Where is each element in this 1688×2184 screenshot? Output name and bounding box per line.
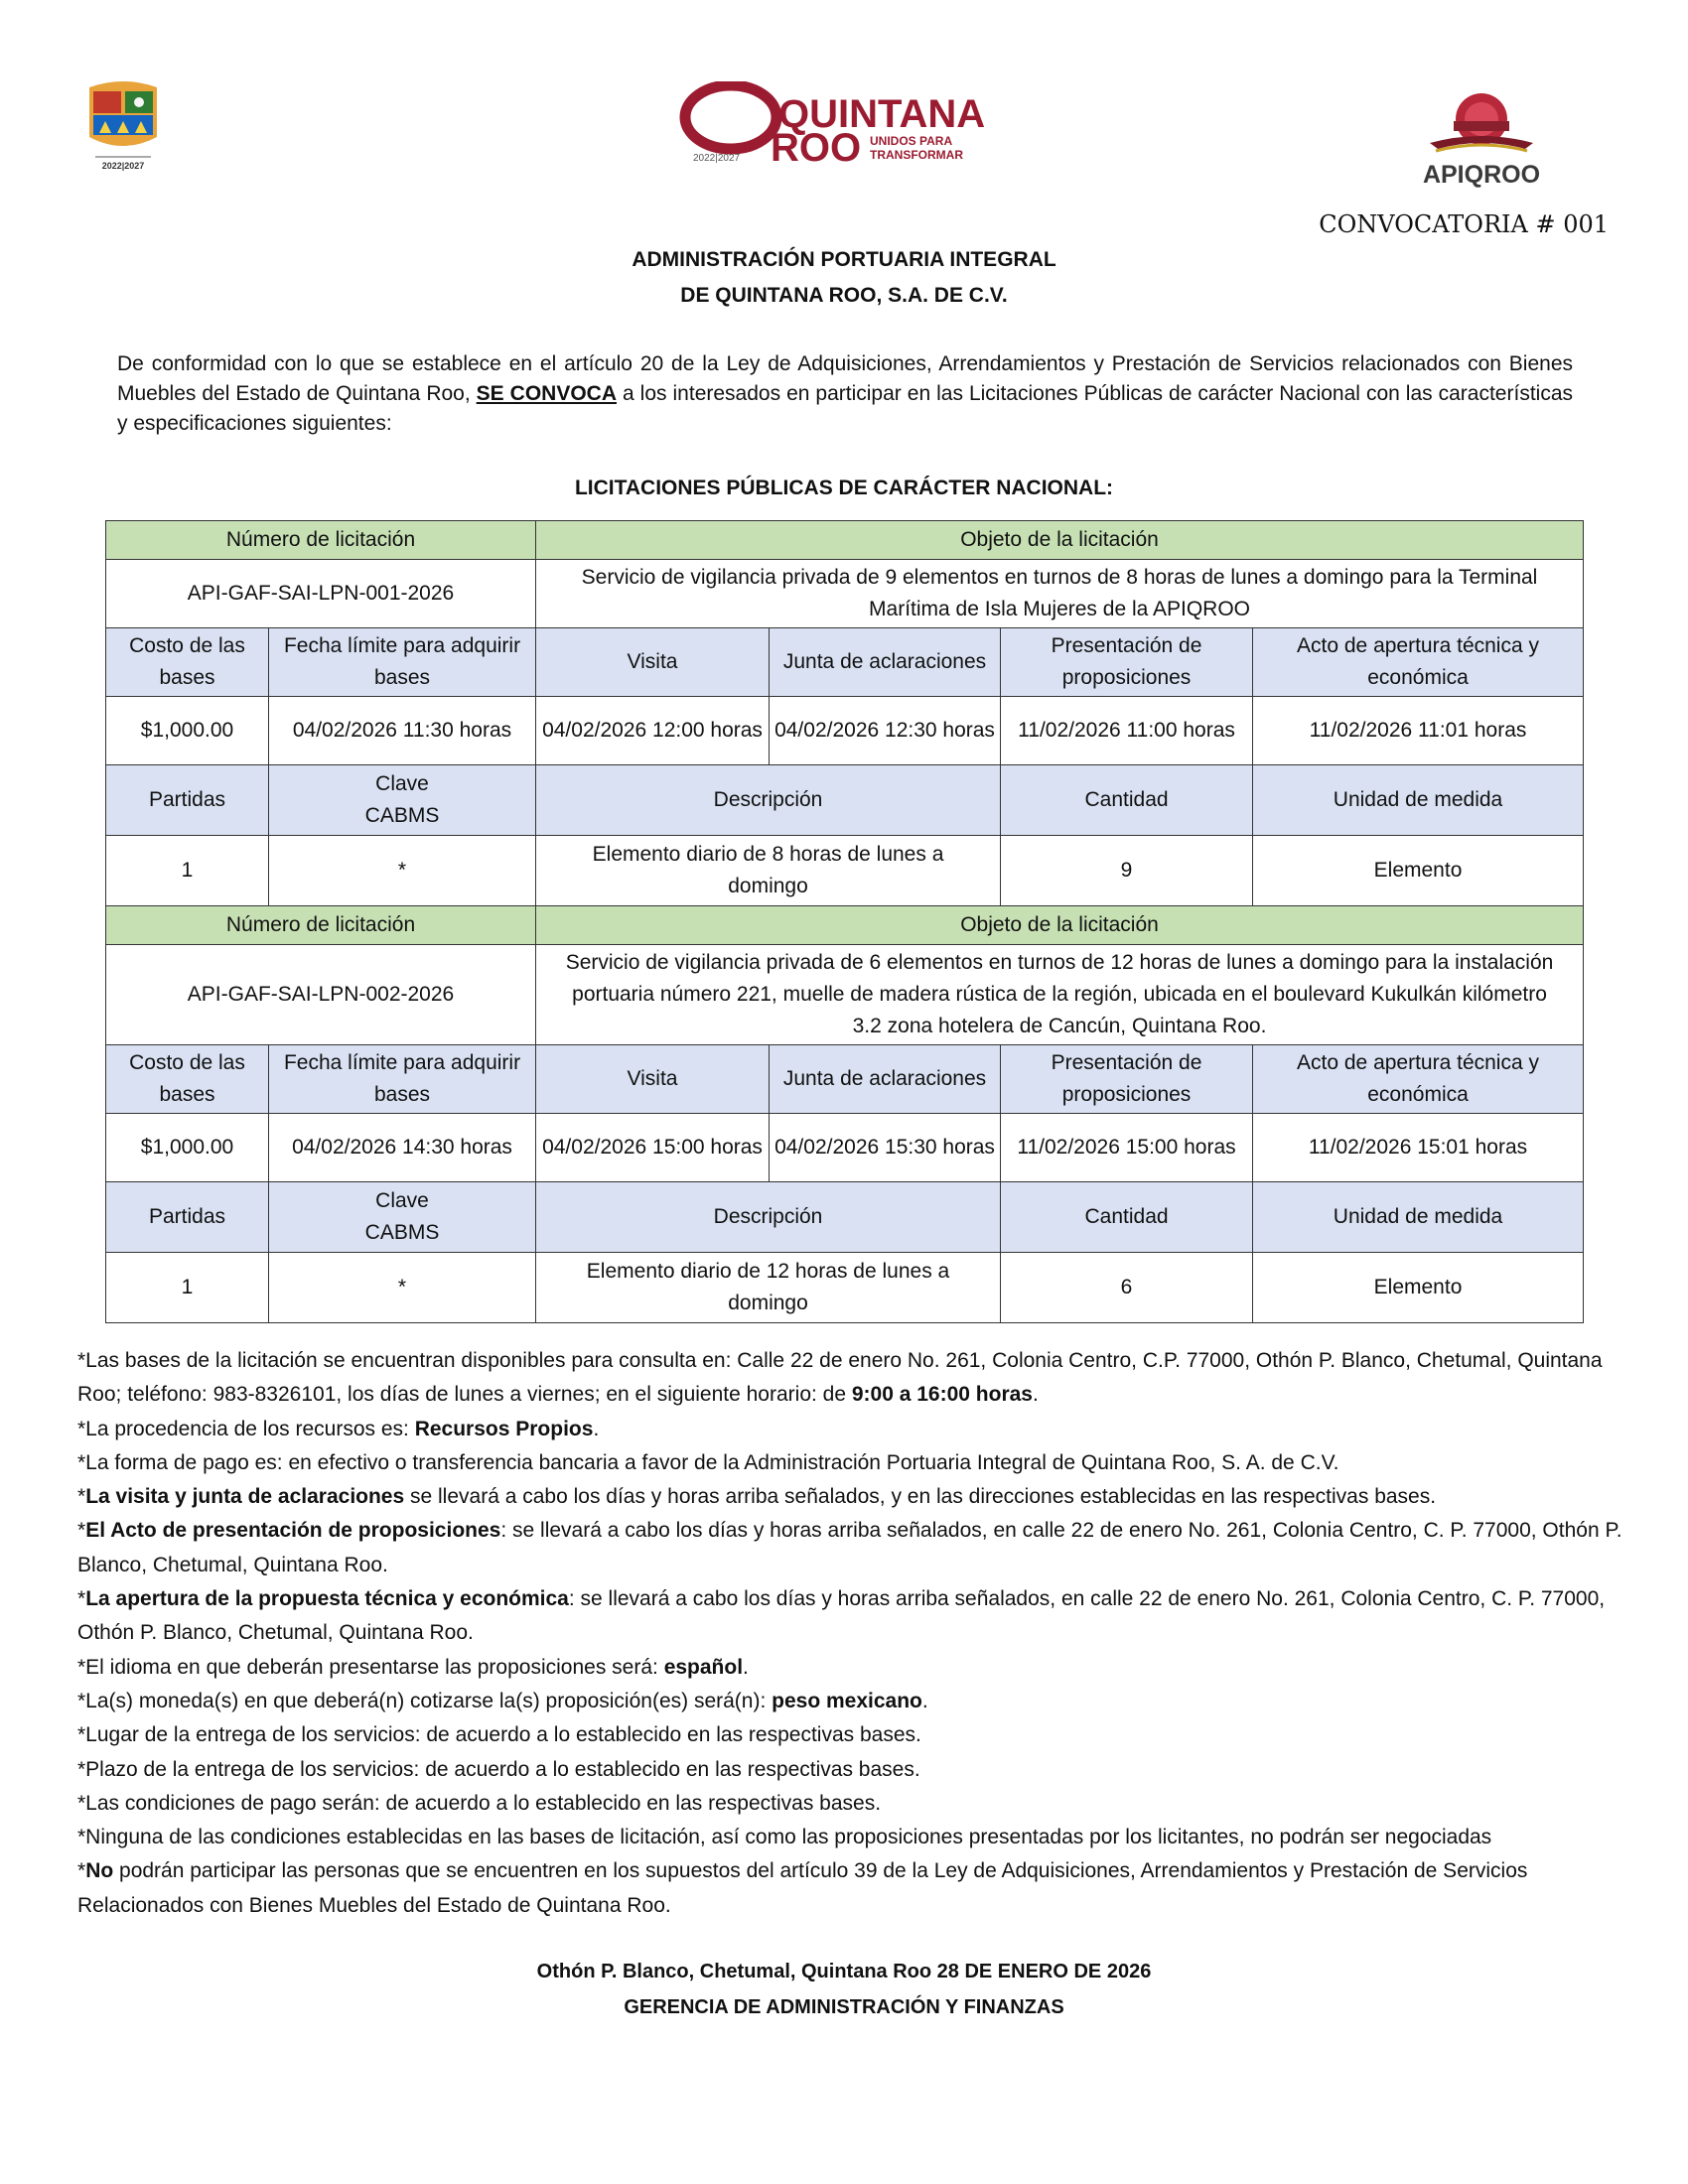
note-currency xyxy=(77,1685,1626,1718)
table-row xyxy=(106,906,1584,945)
header-descripcion: Descripción xyxy=(536,765,1001,836)
apiqroo-logo xyxy=(1408,85,1555,191)
visita-value: 04/02/2026 12:00 horas xyxy=(536,697,770,765)
note-text: * xyxy=(77,1485,86,1509)
header-unidad: Unidad de medida xyxy=(1253,765,1584,836)
header-visita: Visita xyxy=(536,1045,770,1114)
header-partidas: Partidas xyxy=(106,765,269,836)
note-text: . xyxy=(743,1655,749,1679)
costo-value: $1,000.00 xyxy=(106,697,269,765)
state-coat-of-arms-logo xyxy=(81,77,165,173)
note-negotiation: *Ninguna de las condiciones establecidas en las bases de licitación, así como las proposiciones presentadas por los licitantes, no podrán ser negociadas xyxy=(77,1826,1492,1849)
notes-section xyxy=(77,1344,1626,1923)
note-resources xyxy=(77,1413,1626,1446)
intro-paragraph xyxy=(117,349,1573,439)
note-text: *La procedencia de los recursos es: xyxy=(77,1417,415,1440)
header-descripcion: Descripción xyxy=(536,1182,1001,1253)
note-bold: No xyxy=(85,1859,114,1883)
licitacion-numero: API-GAF-SAI-LPN-001-2026 xyxy=(106,560,536,628)
quintana-roo-logo xyxy=(675,81,1013,169)
table-row xyxy=(106,1253,1584,1323)
header-cantidad: Cantidad xyxy=(1001,765,1253,836)
header-objeto: Objeto de la licitación xyxy=(536,906,1584,945)
header-numero: Número de licitación xyxy=(106,521,536,560)
note-visit xyxy=(77,1480,1626,1514)
note-bold: La apertura de la propuesta técnica y económica xyxy=(85,1587,569,1611)
note-bold: peso mexicano xyxy=(772,1689,922,1712)
logo-center-tagline2: TRANSFORMAR xyxy=(870,148,963,162)
partida-value: 1 xyxy=(106,1253,269,1323)
header-numero: Número de licitación xyxy=(106,906,536,945)
unidad-value: Elemento xyxy=(1253,1253,1584,1323)
org-line-1: ADMINISTRACIÓN PORTUARIA INTEGRAL xyxy=(632,248,1056,271)
header-apertura: Acto de apertura técnica y económica xyxy=(1253,1045,1584,1114)
intro-emphasis: SE CONVOCA xyxy=(476,382,618,405)
apertura-value: 11/02/2026 11:01 horas xyxy=(1253,697,1584,765)
header-presentacion: Presentación de proposiciones xyxy=(1001,628,1253,697)
logo-left-years: 2022|2027 xyxy=(101,161,145,171)
note-payment-conditions: *Las condiciones de pago serán: de acuerdo a lo establecido en las respectivas bases. xyxy=(77,1791,882,1815)
note-delivery-place: *Lugar de la entrega de los servicios: de acuerdo a lo establecido en las respectivas bases. xyxy=(77,1723,921,1747)
footer-place-date: Othón P. Blanco, Chetumal, Quintana Roo 28 DE ENERO DE 2026 xyxy=(536,1961,1152,1982)
header-presentacion: Presentación de proposiciones xyxy=(1001,1045,1253,1114)
convocatoria-number: CONVOCATORIA # 001 xyxy=(1319,210,1609,238)
note-bold: El Acto de presentación de proposiciones xyxy=(85,1519,501,1543)
visita-value: 04/02/2026 15:00 horas xyxy=(536,1114,770,1182)
header-clave: Clave CABMS xyxy=(269,1182,536,1253)
cantidad-value: 9 xyxy=(1001,836,1253,906)
header-clave: Clave CABMS xyxy=(269,765,536,836)
section-title: LICITACIONES PÚBLICAS DE CARÁCTER NACIONAL: xyxy=(574,477,1114,499)
note-opening xyxy=(77,1582,1626,1651)
note-bold: La visita y junta de aclaraciones xyxy=(85,1485,405,1509)
header-fecha-limite: Fecha límite para adquirir bases xyxy=(269,1045,536,1114)
clave-value: * xyxy=(269,836,536,906)
fecha-limite-value: 04/02/2026 11:30 horas xyxy=(269,697,536,765)
table-row xyxy=(106,1114,1584,1182)
note-delivery-term: *Plazo de la entrega de los servicios: de acuerdo a lo establecido en las respectivas bases. xyxy=(77,1757,920,1781)
table-row xyxy=(106,765,1584,836)
descripcion-value: Elemento diario de 8 horas de lunes a domingo xyxy=(536,836,1001,906)
header-costo: Costo de las bases xyxy=(106,628,269,697)
table-row xyxy=(106,697,1584,765)
note-bold: 9:00 a 16:00 horas xyxy=(851,1383,1033,1407)
note-text: podrán participar las personas que se encuentren en los supuestos del artículo 39 de la Ley de Adquisiciones, Arrendamientos y Prestación de Servicios Relacionados con Bienes Muebles del Estado de Quintana Roo. xyxy=(77,1859,1528,1917)
org-line-2: DE QUINTANA ROO, S.A. DE C.V. xyxy=(680,284,1008,307)
note-text: *La(s) moneda(s) en que deberá(n) cotizarse la(s) proposición(es) será(n): xyxy=(77,1689,773,1712)
note-text: * xyxy=(77,1519,86,1543)
cantidad-value: 6 xyxy=(1001,1253,1253,1323)
header-fecha-limite: Fecha límite para adquirir bases xyxy=(269,628,536,697)
note-presentation xyxy=(77,1514,1626,1582)
table-row xyxy=(106,628,1584,697)
junta-value: 04/02/2026 15:30 horas xyxy=(770,1114,1001,1182)
header-junta: Junta de aclaraciones xyxy=(770,1045,1001,1114)
note-text: . xyxy=(1032,1383,1039,1407)
table-row xyxy=(106,945,1584,1045)
organization-title xyxy=(0,242,1688,314)
intro-before: De conformidad con lo que se establece en el artículo 20 de la Ley de Adquisiciones, Arrendamientos y Prestación de Servicios relacionados con Bienes Muebles del Estado de Quintana Roo, xyxy=(117,352,1573,405)
note-text: * xyxy=(77,1859,86,1883)
note-language xyxy=(77,1651,1626,1685)
note-text: : se llevará a cabo los días y horas arriba señalados, en calle 22 de enero No. 261, Colonia Centro, C. P. 77000, Othón P. Blanco, Chetumal, Quintana Roo. xyxy=(77,1519,1622,1576)
note-exclusions xyxy=(77,1854,1626,1923)
logo-center-line2: ROO xyxy=(771,126,862,169)
header-visita: Visita xyxy=(536,628,770,697)
header-partidas: Partidas xyxy=(106,1182,269,1253)
apertura-value: 11/02/2026 15:01 horas xyxy=(1253,1114,1584,1182)
licitacion-numero: API-GAF-SAI-LPN-002-2026 xyxy=(106,945,536,1045)
junta-value: 04/02/2026 12:30 horas xyxy=(770,697,1001,765)
note-text: : se llevará a cabo los días y horas arriba señalados, en calle 22 de enero No. 261, Colonia Centro, C. P. 77000, Othón P. Blanco, Chetumal, Quintana Roo. xyxy=(77,1587,1606,1645)
logo-center-line1: QUINTANA xyxy=(778,92,986,136)
unidad-value: Elemento xyxy=(1253,836,1584,906)
clave-value: * xyxy=(269,1253,536,1323)
header-junta: Junta de aclaraciones xyxy=(770,628,1001,697)
table-row xyxy=(106,836,1584,906)
note-text: *El idioma en que deberán presentarse las proposiciones será: xyxy=(77,1655,664,1679)
note-text: *Las bases de la licitación se encuentran disponibles para consulta en: Calle 22 de enero No. 261, Colonia Centro, C.P. 77000, Othón P. Blanco, Chetumal, Quintana Roo; teléfono: 983-8326101, los días de lunes a viernes; en el siguiente horario: de xyxy=(77,1349,1603,1407)
note-text: * xyxy=(77,1587,86,1611)
logo-right-name: APIQROO xyxy=(1422,161,1541,189)
header-objeto: Objeto de la licitación xyxy=(536,521,1584,560)
descripcion-value: Elemento diario de 12 horas de lunes a domingo xyxy=(536,1253,1001,1323)
note-payment-form: *La forma de pago es: en efectivo o transferencia bancaria a favor de la Administración Portuaria Integral de Quintana Roo, S. A. de C.V. xyxy=(77,1450,1339,1474)
footer-department: GERENCIA DE ADMINISTRACIÓN Y FINANZAS xyxy=(624,1996,1064,2018)
note-text: . xyxy=(593,1417,600,1440)
header-unidad: Unidad de medida xyxy=(1253,1182,1584,1253)
licitacion-objeto: Servicio de vigilancia privada de 9 elementos en turnos de 8 horas de lunes a domingo para la Terminal Marítima de Isla Mujeres de la APIQROO xyxy=(536,560,1584,628)
note-bases-location xyxy=(77,1344,1626,1413)
header-cantidad: Cantidad xyxy=(1001,1182,1253,1253)
table-row xyxy=(106,1182,1584,1253)
fecha-limite-value: 04/02/2026 14:30 horas xyxy=(269,1114,536,1182)
note-text: . xyxy=(921,1689,928,1712)
partida-value: 1 xyxy=(106,836,269,906)
note-bold: español xyxy=(663,1655,744,1679)
table-row xyxy=(106,1045,1584,1114)
presentacion-value: 11/02/2026 11:00 horas xyxy=(1001,697,1253,765)
header-apertura: Acto de apertura técnica y económica xyxy=(1253,628,1584,697)
presentacion-value: 11/02/2026 15:00 horas xyxy=(1001,1114,1253,1182)
table-row xyxy=(106,521,1584,560)
logo-center-tagline1: UNIDOS PARA xyxy=(870,134,953,148)
costo-value: $1,000.00 xyxy=(106,1114,269,1182)
note-bold: Recursos Propios xyxy=(414,1417,594,1440)
logo-center-years: 2022|2027 xyxy=(693,153,741,164)
licitacion-objeto: Servicio de vigilancia privada de 6 elementos en turnos de 12 horas de lunes a domingo para la instalación portuaria número 221, muelle de madera rústica de la región, ubicada en el boulevard Kukulkán kilómetro 3.2 zona hotelera de Cancún, Quintana Roo. xyxy=(536,945,1584,1045)
table-row xyxy=(106,560,1584,628)
header-costo: Costo de las bases xyxy=(106,1045,269,1114)
licitaciones-table xyxy=(105,520,1584,1323)
note-text: se llevará a cabo los días y horas arriba señalados, y en las direcciones establecidas en las respectivas bases. xyxy=(404,1485,1437,1509)
intro-after: a los interesados en participar en las Licitaciones Públicas de carácter Nacional con las características y especificaciones siguientes: xyxy=(117,382,1573,435)
footer xyxy=(0,1954,1688,2025)
